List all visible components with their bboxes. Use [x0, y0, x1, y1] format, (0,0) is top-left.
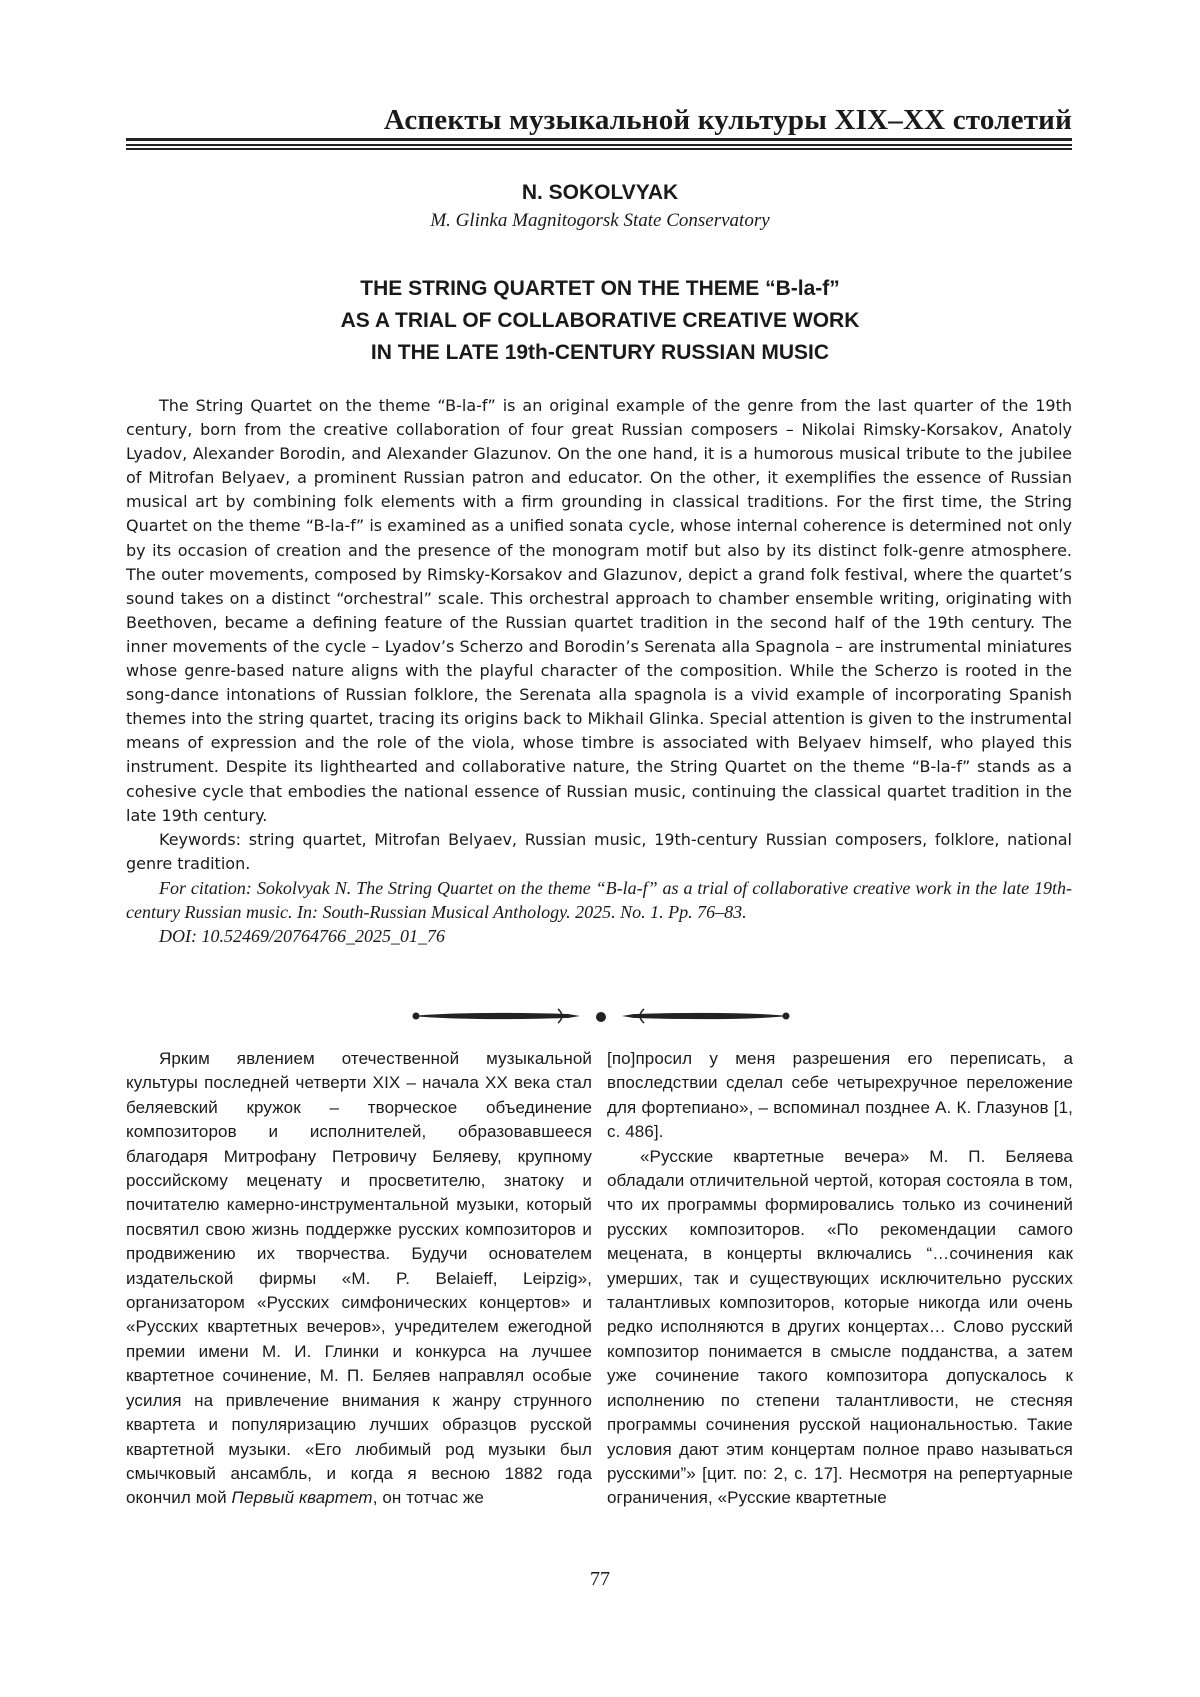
- header-rule-thick: [126, 138, 1072, 141]
- keywords: Keywords: string quartet, Mitrofan Belyaev, Russian music, 19th-century Russian composers, folklore, national genre tradition.: [126, 829, 1072, 873]
- title-line: AS A TRIAL OF COLLABORATIVE CREATIVE WORK: [340, 309, 860, 332]
- abstract: The String Quartet on the theme “B-la-f” is an original example of the genre from the last quarter of the 19th century, born from the creative collaboration of four great Russian composers – Nikolai Rimsky-Korsakov, Anatoly Lyadov, Alexander Borodin, and Alexander Glazunov. On the one hand, it is a humorous musical tribute to the jubilee of Mitrofan Belyaev, a prominent Russian patron and educator. On the other, it exemplifies the essence of Russian musical art by combining folk elements with a firm grounding in classical traditions. For the first time, the String Quartet on the theme “B-la-f” is examined as a unified sonata cycle, whose internal coherence is determined not only by its occasion of creation and the presence of the monogram motif but also by its distinct folk-genre atmosphere. The outer movements, composed by Rimsky-Korsakov and Glazunov, depict a grand folk festival, where the quartet’s sound takes on a distinct “orchestral” scale. This orchestral approach to chamber ensemble writing, originating with Beethoven, became a defining feature of the Russian quartet tradition in the second half of the 19th century. The inner movements of the cycle – Lyadov’s Scherzo and Borodin’s Serenata alla Spagnola – are instrumental miniatures whose genre-based nature aligns with the playful character of the composition. While the Scherzo is rooted in the song-dance intonations of Russian folklore, the Serenata alla spagnola is a vivid example of incorporating Spanish themes into the string quartet, tracing its origins back to Mikhail Glinka. Special attention is given to the instrumental means of expression and the role of the viola, whose timbre is associated with Belyaev himself, who played this instrument. Despite its lighthearted and collaborative nature, the String Quartet on the theme “B-la-f” stands as a cohesive cycle that embodies the national essence of Russian music, continuing the classical quartet tradition in the late 19th century.: [126, 396, 1072, 825]
- header-rules: [126, 138, 1072, 152]
- body-column-left: [126, 1047, 592, 1511]
- body-paragraph: [по]просил у меня разрешения его переписать, а впоследствии сделал себе четырехручное переложение для фортепиано», – вспоминал позднее А. К. Глазунов [1, с. 486].: [607, 1049, 1073, 1142]
- page-number: 77: [590, 1568, 610, 1590]
- running-header: Аспекты музыкальной культуры XIX–XX столетий: [383, 104, 1072, 136]
- body-text-italic: Первый квартет: [231, 1488, 373, 1508]
- header-rule-thin: [126, 148, 1072, 150]
- citation: For citation: Sokolvyak N. The String Quartet on the theme “B-la-f” as a trial of collaborative creative work in the late 19th-century Russian music. In: South-Russian Musical Anthology. 2025. No. 1. Pp. 76–83.: [126, 877, 1072, 922]
- author-name: N. SOKOLVYAK: [521, 181, 679, 204]
- doi: DOI: 10.52469/20764766_2025_01_76: [159, 926, 445, 947]
- body-text: , он тотчас же: [372, 1488, 484, 1508]
- header-rule-thin: [126, 144, 1072, 146]
- body-paragraph: «Русские квартетные вечера» М. П. Беляева обладали отличительной чертой, которая состояла в том, что их программы формировались только из сочинений русских композиторов. «По рекомендации самого мецената, в концерты включались “…сочинения как умерших, так и существующих исключительно русских талантливых композиторов, которые никогда или очень редко исполняются в других концертах… Слово русский композитор понимается в смысле подданства, а затем уже сочинение такого композитора допускалось к исполнению по степени талантливости, не стесняя программы сочинения русской национальностью. Такие условия дают этим концертам полное право называться русскими”» [цит. по: 2, с. 17]. Несмотря на репертуарные ограничения, «Русские квартетные: [607, 1146, 1073, 1508]
- title-line: THE STRING QUARTET ON THE THEME “B-la-f”: [360, 277, 840, 300]
- article-title: [0, 273, 1200, 369]
- title-line: IN THE LATE 19th-CENTURY RUSSIAN MUSIC: [370, 341, 830, 364]
- body-text: Ярким явлением отечественной музыкальной культуры последней четверти XIX – начала XX века стал беляевский кружок – творческое объединение композиторов и исполнителей, образовавшееся благодаря Митрофану Петровичу Беляеву, крупному российскому меценату и просветителю, знатоку и почитателю камерно-инструментальной музыки, который посвятил свою жизнь поддержке русских композиторов и продвижению их творчества. Будучи основателем издательской фирмы «M. P. Belaieff, Leipzig», организатором «Русских симфонических концертов» и «Русских квартетных вечеров», учредителем ежегодной премии имени М. И. Глинки и конкурса на лучшее квартетное сочинение, М. П. Беляев направлял особые усилия на привлечение внимания к жанру струнного квартета и популяризацию лучших образцов русской квартетной музыки. «Его любимый род музыки был смычковый ансамбль, и когда я весною 1882 года окончил мой: [126, 1049, 592, 1508]
- abstract-block: [126, 394, 1072, 948]
- ornament-divider: [408, 1005, 794, 1027]
- body-column-right: [607, 1047, 1073, 1511]
- author-affiliation: M. Glinka Magnitogorsk State Conservatory: [430, 210, 770, 231]
- body-paragraph: [126, 1047, 592, 1511]
